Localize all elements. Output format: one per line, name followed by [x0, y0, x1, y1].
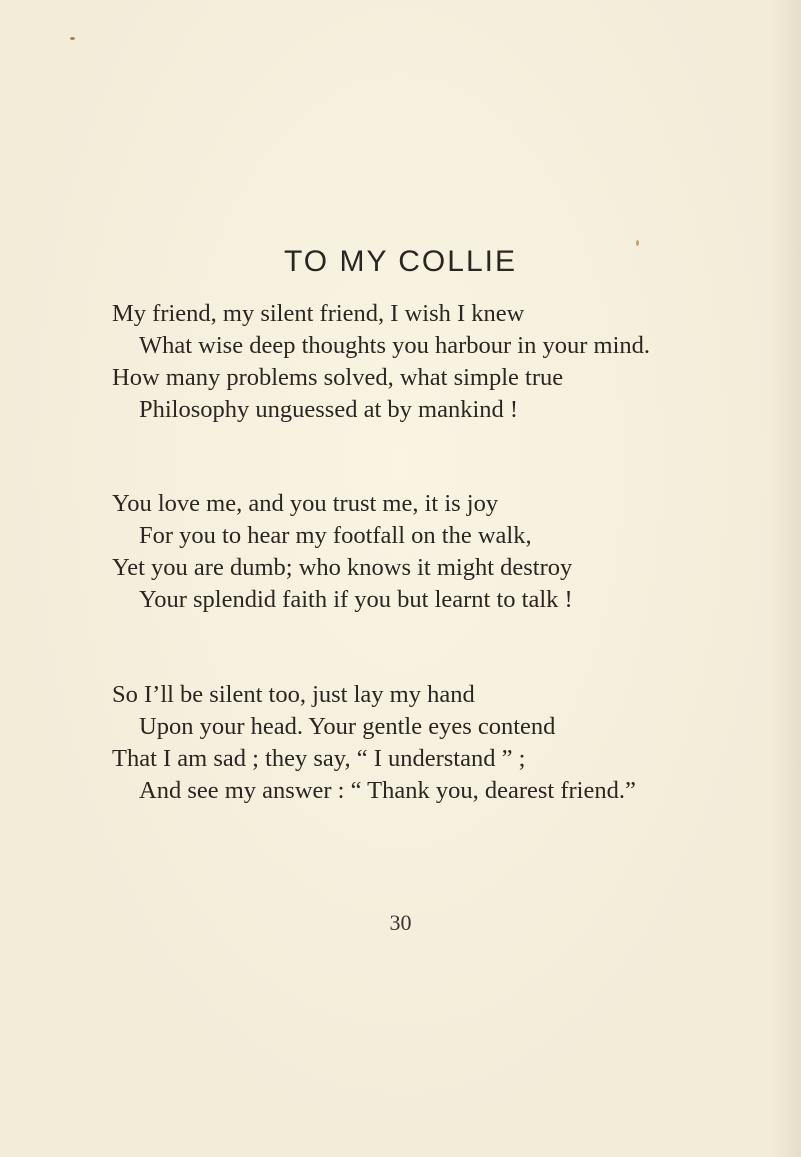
poem-line: Upon your head. Your gentle eyes contend [139, 713, 556, 740]
stanza-3 [112, 679, 792, 807]
poem-line: Yet you are dumb; who knows it might destroy [112, 554, 573, 581]
poem-title: TO MY COLLIE [284, 245, 517, 278]
poem-line: That I am sad ; they say, “ I understand ” ; [112, 745, 526, 772]
poem-line: What wise deep thoughts you harbour in your mind. [139, 332, 651, 359]
poem-line: How many problems solved, what simple true [112, 364, 564, 391]
poem-line: Your splendid faith if you but learnt to talk ! [139, 586, 573, 613]
poem-line: For you to hear my footfall on the walk, [139, 522, 532, 549]
poem-line: So I’ll be silent too, just lay my hand [112, 681, 475, 708]
poem-line: My friend, my silent friend, I wish I knew [112, 300, 525, 327]
poem-line: And see my answer : “ Thank you, dearest friend.” [139, 777, 636, 804]
poem-line: Philosophy unguessed at by mankind ! [139, 396, 519, 423]
stanza-1 [112, 298, 792, 426]
stanza-2 [112, 488, 792, 616]
ink-speck [70, 37, 75, 40]
page-number: 30 [389, 910, 412, 935]
poem-line: You love me, and you trust me, it is joy [112, 490, 499, 517]
